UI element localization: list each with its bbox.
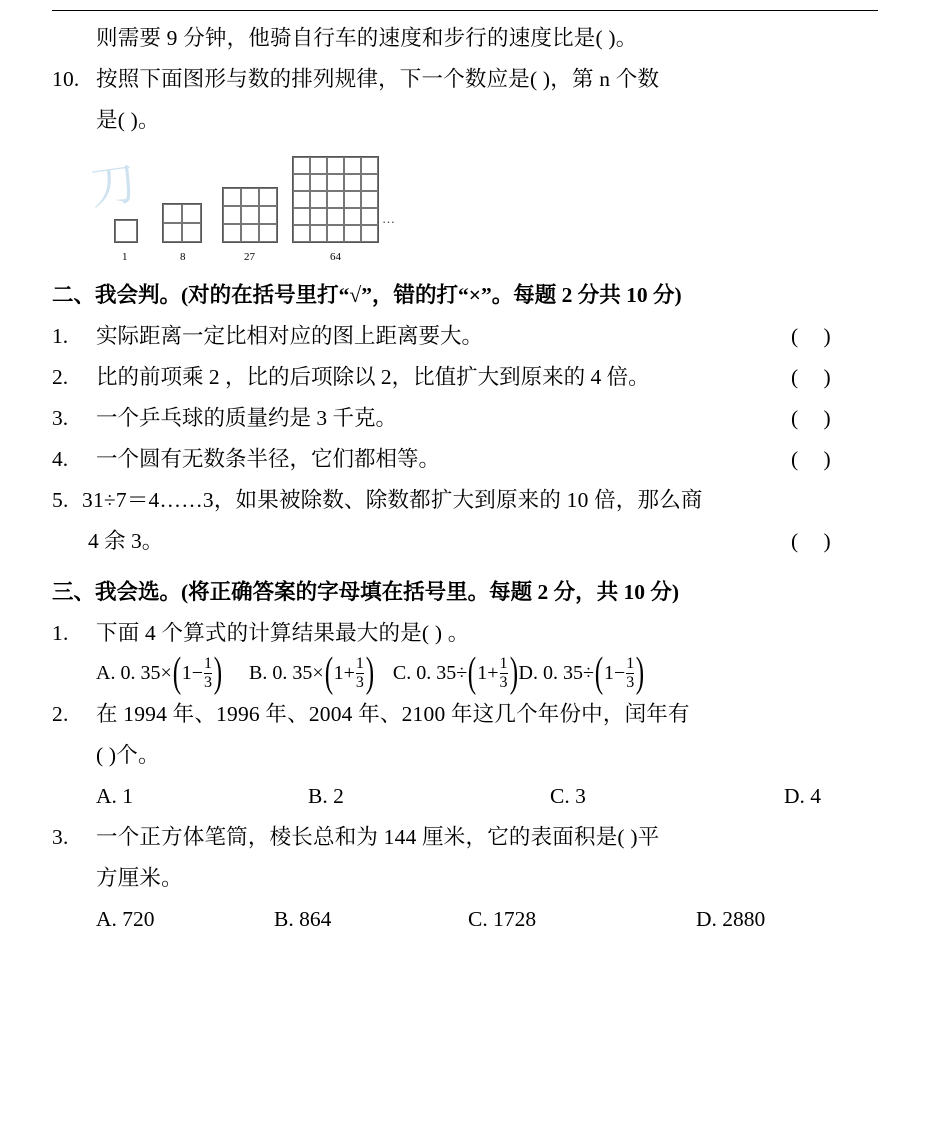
item-body: 一个正方体笔筒，棱长总和为 144 厘米，它的表面积是( )平 [96, 824, 660, 849]
sequence-ellipsis: … [382, 211, 396, 226]
cube-1-label: 1 [122, 251, 128, 263]
section-3-q2-options [52, 776, 877, 817]
item-number: 4. [52, 447, 69, 471]
section-2-title: 二、我会判。(对的在括号里打“√”，错的打“×”。每题 2 分共 10 分) [52, 283, 682, 307]
choice-d[interactable] [518, 650, 646, 696]
section-3-title: 三、我会选。(将正确答案的字母填在括号里。每题 2 分，共 10 分) [52, 580, 680, 604]
answer-paren[interactable]: ( ) [791, 365, 841, 389]
cube-3-grid [222, 187, 278, 243]
fraction-numerator: 1 [204, 655, 213, 672]
answer-paren[interactable]: ( ) [791, 529, 841, 553]
answer-paren[interactable]: ( ) [791, 324, 841, 348]
section-3-q3-line2: 方厘米。 [96, 865, 183, 890]
item-body: 下面 4 个算式的计算结果最大的是( ) 。 [96, 621, 470, 645]
section-2-item-4 [52, 439, 877, 480]
paren-open-icon: ( [324, 650, 333, 696]
item-text [52, 357, 775, 398]
choice-d-label: D. 0. 35÷ [518, 662, 594, 685]
item-number: 2. [52, 365, 69, 389]
item-body: 一个圆有无数条半径，它们都相等。 [96, 447, 441, 471]
section-2-item-5-line1 [52, 480, 877, 521]
cube-sequence-figure [52, 147, 877, 265]
item-text [52, 439, 775, 480]
option-c[interactable]: C. 3 [550, 783, 586, 808]
section-3-q3-line1 [52, 817, 877, 858]
answer-paren[interactable]: ( ) [791, 406, 841, 430]
item-body: 31÷7＝4……3，如果被除数、除数都扩大到原来的 10 倍，那么商 [82, 488, 703, 512]
section-2-item-2 [52, 357, 877, 398]
cube-4-label: 64 [330, 251, 341, 263]
item-body-cont: 4 余 3。 [88, 529, 164, 553]
item-number: 1. [52, 621, 69, 645]
question-10-number: 10. [52, 67, 80, 91]
option-d[interactable]: D. 4 [784, 783, 822, 808]
choice-b-label: B. 0. 35× [249, 662, 324, 685]
section-2-item-5-line2 [52, 521, 877, 562]
paren-close-icon: ) [365, 650, 375, 696]
question-10-line2: 是( )。 [96, 108, 160, 132]
fraction-denominator: 3 [626, 673, 635, 691]
fraction-numerator: 1 [499, 655, 508, 672]
paren-open-icon: ( [594, 650, 604, 696]
cube-1 [114, 219, 138, 243]
choice-a-fraction [204, 656, 212, 692]
item-body: 在 1994 年、1996 年、2004 年、2100 年这几个年份中，闰年有 [96, 701, 690, 726]
choice-a-sign: − [191, 662, 204, 685]
section-2-item-1 [52, 316, 877, 357]
fraction-denominator: 3 [355, 673, 364, 691]
item-number: 5. [52, 488, 69, 512]
choice-d-sign: − [613, 662, 626, 685]
fraction-numerator: 1 [355, 655, 364, 672]
cube-4-grid [292, 156, 379, 243]
item-text [52, 316, 775, 357]
choice-a-label: A. 0. 35× [96, 662, 172, 685]
option-a[interactable]: A. 720 [96, 906, 155, 931]
cube-2 [162, 203, 202, 243]
question-9-tail: 则需要 9 分钟，他骑自行车的速度和步行的速度比是( )。 [96, 26, 638, 50]
fraction-denominator: 3 [204, 673, 213, 691]
choice-c-sign: + [487, 662, 499, 685]
section-3-q3-options [52, 899, 877, 940]
paren-open-icon: ( [468, 650, 477, 696]
choice-b-fraction [356, 656, 364, 692]
cube-4 [292, 156, 379, 243]
item-number: 3. [52, 824, 69, 849]
cube-2-label: 8 [180, 251, 186, 263]
paren-open-icon: ( [172, 650, 181, 696]
item-number: 2. [52, 701, 69, 726]
choice-c[interactable] [392, 650, 519, 696]
paren-close-icon: ) [213, 650, 223, 696]
choice-c-one: 1 [477, 662, 488, 685]
choice-c-label: C. 0. 35÷ [392, 662, 468, 685]
option-a[interactable]: A. 1 [96, 783, 134, 808]
choice-b[interactable] [249, 650, 375, 696]
option-b[interactable]: B. 2 [308, 783, 344, 808]
top-rule [52, 10, 878, 11]
choice-d-fraction [626, 656, 634, 692]
section-2-item-3 [52, 398, 877, 439]
item-number: 3. [52, 406, 69, 430]
fraction-denominator: 3 [499, 673, 508, 691]
watermark-decoration: 刀 [87, 157, 140, 215]
cube-2-grid [162, 203, 202, 243]
fraction-numerator: 1 [626, 655, 635, 672]
paren-close-icon: ) [509, 650, 518, 696]
option-d[interactable]: D. 2880 [696, 906, 766, 931]
cube-3-label: 27 [244, 251, 255, 263]
choice-b-one: 1 [333, 662, 344, 685]
cube-3 [222, 187, 278, 243]
answer-paren[interactable]: ( ) [791, 447, 841, 471]
item-text [52, 398, 775, 439]
item-body: 实际距离一定比相对应的图上距离要大。 [96, 324, 484, 348]
choice-c-fraction [500, 656, 508, 692]
item-number: 1. [52, 324, 69, 348]
choice-a-one: 1 [181, 662, 192, 685]
item-body: 一个乒乓球的质量约是 3 千克。 [96, 406, 398, 430]
question-10-line1 [52, 59, 877, 100]
section-3-q2-line1 [52, 694, 877, 735]
question-10-text1: 按照下面图形与数的排列规律，下一个数应是( )，第 n 个数 [96, 67, 660, 91]
item-body: 比的前项乘 2 ，比的后项除以 2，比值扩大到原来的 4 倍。 [96, 365, 650, 389]
section-3-q2-line2: ( )个。 [96, 742, 160, 767]
choice-d-one: 1 [603, 662, 614, 685]
option-c[interactable]: C. 1728 [468, 906, 537, 931]
cube-1-grid [114, 219, 138, 243]
section-3-q1-line [52, 613, 877, 654]
option-b[interactable]: B. 864 [274, 906, 332, 931]
choice-a[interactable] [96, 650, 223, 696]
paren-close-icon: ) [636, 650, 645, 696]
section-3-q1-choices [52, 650, 877, 696]
choice-b-sign: + [343, 662, 355, 685]
